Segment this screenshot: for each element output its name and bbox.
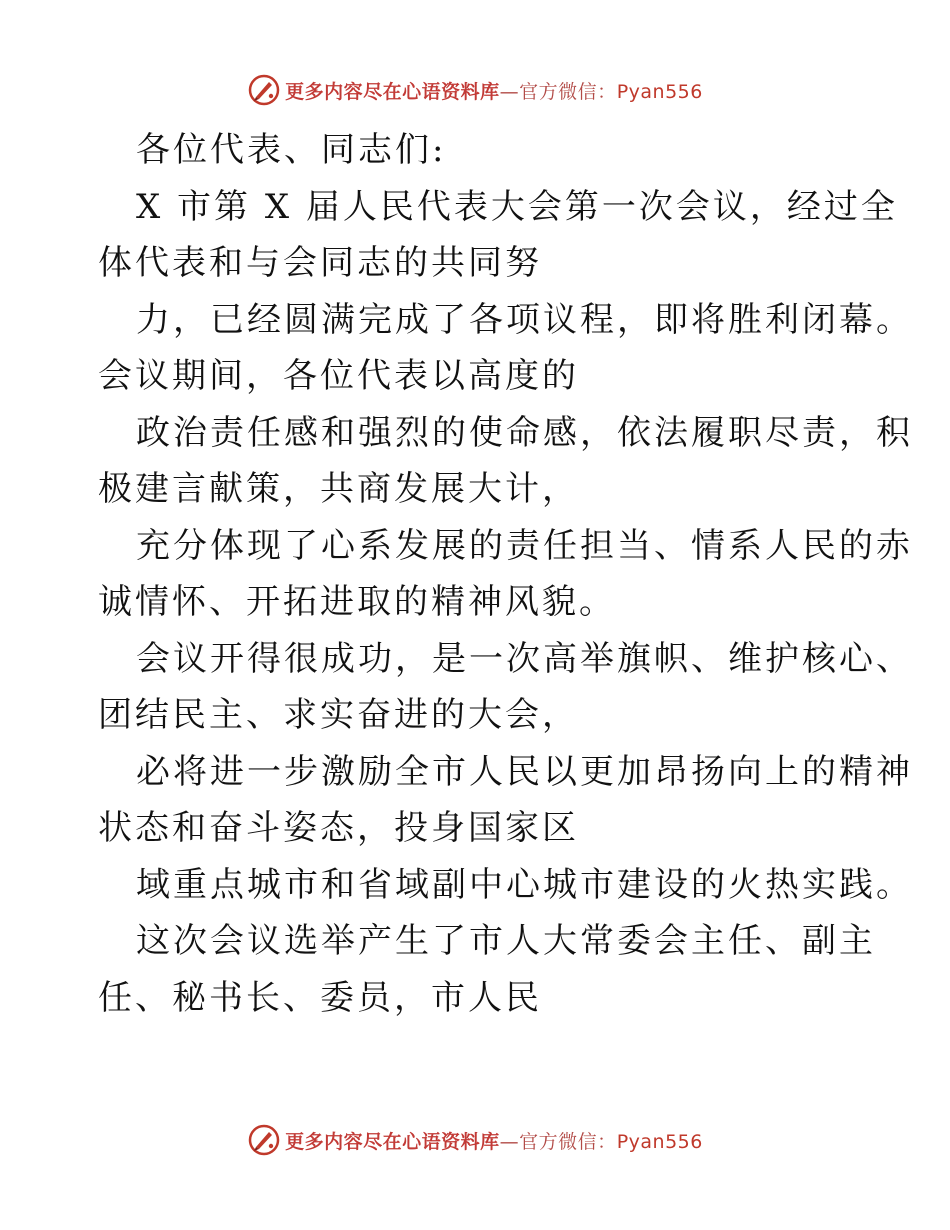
- header-brand-text: 更多内容尽在心语资料库: [285, 80, 500, 103]
- header-separator: —: [499, 80, 520, 103]
- paragraph-line: 会议开得很成功，是一次高举旗帜、维护核心、: [136, 638, 913, 679]
- footer-separator: —: [499, 1130, 520, 1153]
- header-wechat-id: Pyan556: [616, 80, 703, 103]
- header-banner-text: [285, 77, 703, 104]
- paragraph-line: 任、秘书长、委员，市人民: [98, 977, 542, 1018]
- quill-pen-logo-icon: [247, 73, 281, 107]
- paragraph-line: 状态和奋斗姿态，投身国家区: [98, 808, 579, 848]
- header-banner-inner: [247, 73, 703, 107]
- document-body: [98, 122, 913, 1026]
- quill-pen-logo-icon: [247, 1123, 281, 1157]
- paragraph-line: 力，已经圆满完成了各项议程，即将胜利闭幕。: [136, 299, 913, 340]
- paragraph-line: 域重点城市和省域副中心城市建设的火热实践。: [136, 864, 913, 905]
- paragraph-line: 这次会议选举产生了市人大常委会主任、副主: [136, 921, 876, 961]
- paragraph-line: 政治责任感和强烈的使命感，依法履职尽责，积: [136, 412, 913, 453]
- paragraph-line: 必将进一步激励全市人民以更加昂扬向上的精神: [136, 751, 913, 792]
- footer-wechat-id: Pyan556: [616, 1130, 703, 1153]
- paragraph-line: 各位代表、同志们:: [136, 130, 447, 170]
- footer-banner-inner: [247, 1123, 703, 1157]
- footer-brand-text: 更多内容尽在心语资料库: [285, 1130, 500, 1153]
- footer-official-label: 官方微信：: [519, 1130, 617, 1153]
- footer-banner-text: [285, 1127, 703, 1154]
- header-banner: [0, 70, 950, 110]
- header-official-label: 官方微信：: [519, 80, 617, 103]
- paragraph-line: X 市第 X 届人民代表大会第一次会议，经过全: [136, 186, 898, 227]
- paragraph-line: 团结民主、求实奋进的大会，: [98, 695, 579, 735]
- paragraph-line: 体代表和与会同志的共同努: [98, 243, 542, 283]
- paragraph-line: 会议期间，各位代表以高度的: [98, 356, 579, 396]
- paragraph-line: 极建言献策，共商发展大计，: [98, 469, 579, 509]
- footer-banner: [0, 1120, 950, 1160]
- paragraph-line: 诚情怀、开拓进取的精神风貌。: [98, 582, 616, 622]
- paragraph-line: 充分体现了心系发展的责任担当、情系人民的赤: [136, 525, 913, 566]
